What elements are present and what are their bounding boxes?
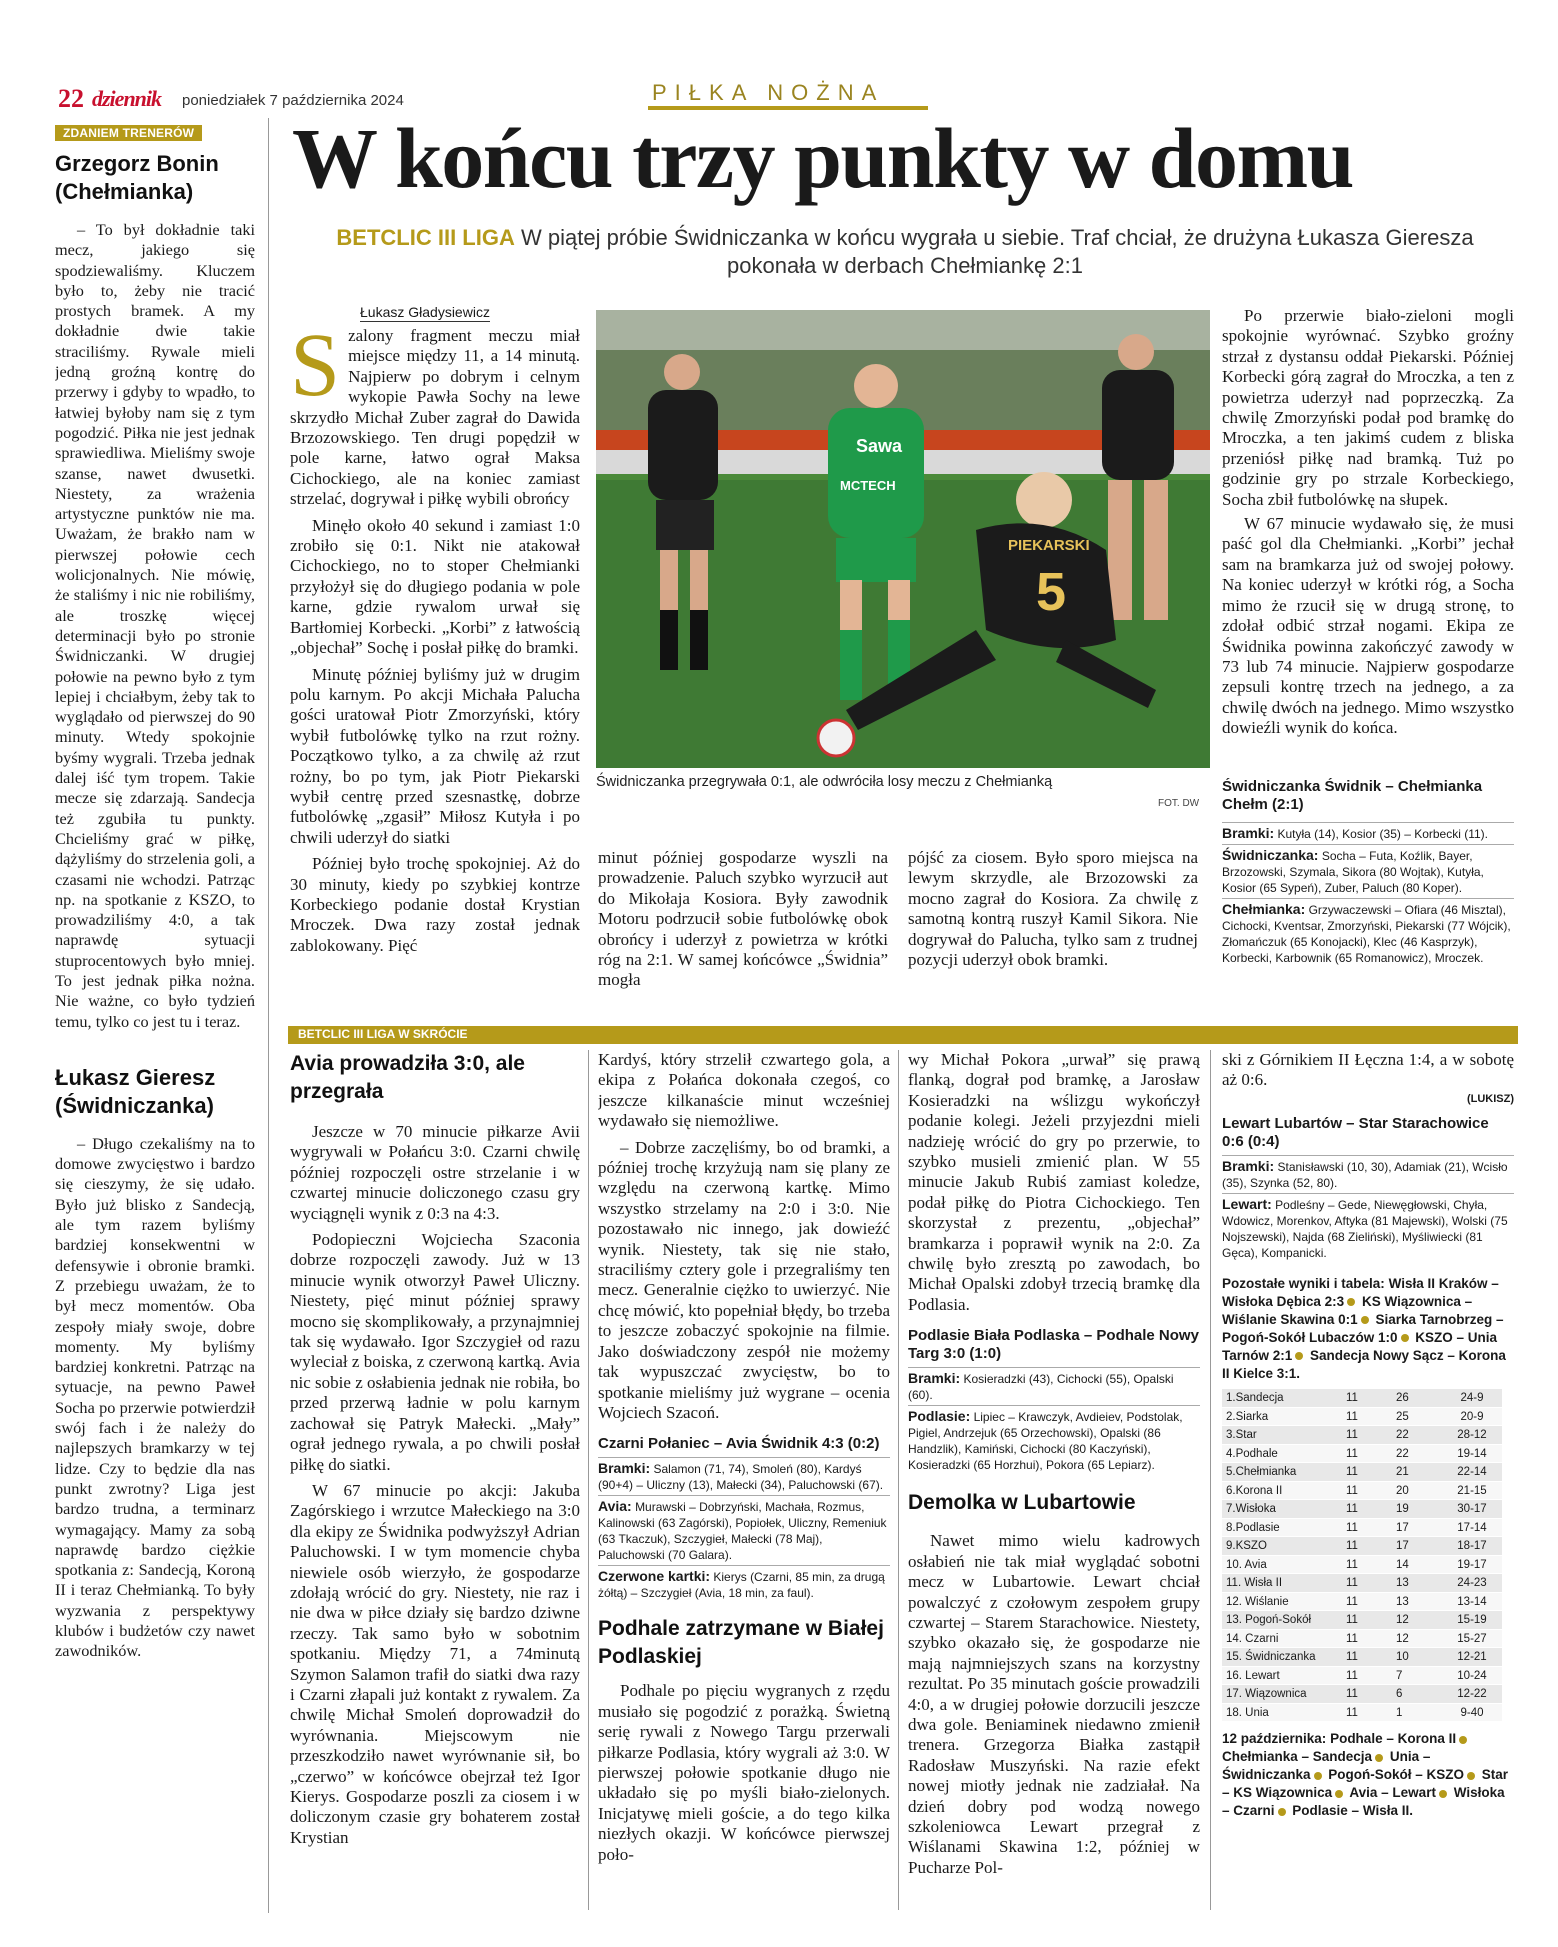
avia-p3: W 67 minucie po akcji: Jakuba Zagórskiego i wrzutce Małeckiego na 3:0 dla ekipy ze Świdnika podwyższył Adrian Paluchowski. I w tym momencie chyba niewiele osób wierzyło, że gospodarze zdołają wrócić do gry. Niestety, nie raz i nie dwa w piłce działy się bardzo dziwne rzeczy. Tak samo było w sobotnim spotkaniu. Między 71, a 74minutą Szymon Salamon trafił do siatki dwa razy i Czarni złapali już kontakt z rywalem. Za chwilę Michał Smoleń doprowadził do wyrównania. Miejscowym nie przeszkodziło nawet wyrównanie sił, bo „czerwo” w końcówce obejrzał też Igor Kierys. Gospodarze poszli za ciosem i w doliczonym czasie gry bohaterem został Krystian xyxy=(290,1480,580,1847)
separator-dot xyxy=(1439,1790,1447,1798)
skrocie-col-2 xyxy=(598,1050,890,1910)
fixture-item: Star – KS Wiązownica xyxy=(1222,1767,1509,1801)
table-cell-points: 26 xyxy=(1392,1389,1442,1408)
table-row xyxy=(1222,1444,1502,1463)
fixture-item: Pogoń-Sokół – KSZO xyxy=(1324,1767,1465,1783)
table-cell-played: 11 xyxy=(1342,1555,1392,1574)
table-cell-goals: 15-19 xyxy=(1442,1611,1502,1630)
photo-sponsor1: Sawa xyxy=(856,436,903,456)
table-cell-points: 14 xyxy=(1392,1555,1442,1574)
table-row xyxy=(1222,1629,1502,1648)
table-cell-played: 11 xyxy=(1342,1629,1392,1648)
table-cell-team: 7.Wisłoka xyxy=(1222,1500,1342,1519)
skrocie-label: BETCLIC III LIGA W SKRÓCIE xyxy=(298,1027,468,1041)
table-row xyxy=(1222,1685,1502,1704)
skrocie-col-1 xyxy=(290,1050,580,1910)
table-cell-team: 4.Podhale xyxy=(1222,1444,1342,1463)
main-right-p2: W 67 minucie wydawało się, że musi paść gol dla Chełmianki. „Korbi” jechał sam na bramkarza już od swojej połowy. Na koniec uderzył w krótki róg, a Socha mimo że rzucił się w drugą stronę, to zdołał odbić strzał nogami. Ekipa ze Świdnika powinna zakończyć zawody w 73 lub 74 minucie. Najpierw gospodarze zepsuli kontrę trzech na jednego, a za chwilę dwóch na jednego. Mimo wszystko dowieźli wynik do końca. xyxy=(1222,514,1514,738)
skrocie-bar xyxy=(288,1026,1518,1044)
podlasie-box xyxy=(908,1327,1200,1473)
separator-dot xyxy=(1335,1790,1343,1798)
match-box-goals-text: Kutyła (14), Kosior (35) – Korbecki (11). xyxy=(1277,827,1489,841)
lead xyxy=(300,224,1510,280)
table-cell-team: 13. Pogoń-Sokół xyxy=(1222,1611,1342,1630)
table-row xyxy=(1222,1500,1502,1519)
lubartow-article-title: Demolka w Lubartowie xyxy=(908,1491,1136,1515)
table-cell-points: 13 xyxy=(1392,1592,1442,1611)
table-row xyxy=(1222,1426,1502,1445)
avia-box-team xyxy=(598,1495,890,1563)
table-cell-points: 7 xyxy=(1392,1666,1442,1685)
table-cell-points: 12 xyxy=(1392,1629,1442,1648)
table-cell-points: 13 xyxy=(1392,1574,1442,1593)
avia-p2: Podopieczni Wojciecha Szaconia dobrze rozpoczęli zawody. Już w 13 minucie wynik otworzył Paweł Uliczny. Niestety, pięć minut później sprawy mocno się skomplikowały, a przynajmniej tak się wydawało. Igor Szczygieł od razu wyleciał z boiska, z czerwoną kartką. Avia nic sobie z osłabienia jednak nie robiła, bo przed przerwą ładnie w polu karnym zachował się Patryk Małecki. „Mały” ograł jednego rywala, a po chwili posłał piłkę do siatki. xyxy=(290,1230,580,1474)
brand-logo: dziennik xyxy=(92,86,162,111)
result-item: Sandecja Nowy Sącz – Korona II Kielce 3:1. xyxy=(1222,1347,1506,1381)
avia-p1: Jeszcze w 70 minucie piłkarze Avii wygrywali w Połańcu 3:0. Czarni chwilę później rozpoczęli ostre strzelanie i w czwartej minucie doliczonego czasu gry wyciągnęli wynik z 0:3 na 4:3. xyxy=(290,1122,580,1223)
separator-dot xyxy=(1375,1754,1383,1762)
table-cell-team: 15. Świdniczanka xyxy=(1222,1648,1342,1667)
table-cell-played: 11 xyxy=(1342,1574,1392,1593)
table-cell-goals: 19-14 xyxy=(1442,1444,1502,1463)
match-box-goals-label: Bramki: xyxy=(1222,825,1275,841)
table-cell-played: 11 xyxy=(1342,1481,1392,1500)
avia-box-goals-text: Salamon (71, 74), Smoleń (80), Kardyś (90+4) – Uliczny (13), Małecki (34), Paluchowski (67). xyxy=(598,1462,884,1493)
table-row xyxy=(1222,1574,1502,1593)
table-row xyxy=(1222,1463,1502,1482)
fixtures xyxy=(1222,1730,1514,1820)
table-cell-points: 25 xyxy=(1392,1407,1442,1426)
table-cell-goals: 10-24 xyxy=(1442,1666,1502,1685)
table-cell-played: 11 xyxy=(1342,1518,1392,1537)
match-box-away xyxy=(1222,898,1514,966)
table-cell-goals: 9-40 xyxy=(1442,1703,1502,1722)
table-row xyxy=(1222,1703,1502,1722)
fixture-item: Podhale – Korona II xyxy=(1330,1731,1457,1747)
podlasie-box-team-label: Podlasie: xyxy=(908,1408,971,1425)
coaches-column xyxy=(55,150,255,1910)
separator-dot xyxy=(1278,1808,1286,1816)
lewart-box xyxy=(1222,1115,1514,1261)
table-cell-goals: 28-12 xyxy=(1442,1426,1502,1445)
match-box-home-text: Socha – Futa, Koźlik, Bayer, Brzozowski, Szymala, Sikora (80 Wojtak), Kutyła, Kosior (65 Sypeń), Zuber, Paluch (80 Koper). xyxy=(1222,849,1484,895)
table-cell-team: 17. Wiązownica xyxy=(1222,1685,1342,1704)
lewart-box-goals-text: Stanisławski (10, 30), Adamiak (21), Wcisło (35), Szynka (52, 80). xyxy=(1222,1159,1508,1190)
table-cell-goals: 21-15 xyxy=(1442,1481,1502,1500)
lubartow-p1: Nawet mimo wielu kadrowych osłabień nie tak miał wyglądać sobotni mecz w Lubartowie. Lewart chciał powalczyć z czołowym zespołem grupy czwartej – Starem Starachowice. Niestety, szybko okazało się, że gospodarze nie mają najmniejszych szans na korzystny rezultat. Po 35 minutach goście prowadzili 4:0, a w drugiej połowie dorzucili jeszcze dwa gole. Beniaminek niedawno zmienił trenera. Grzegorza Białka zastąpił Radosław Muszyński. Na razie efekt nowej miotły jednak nie zadziałał. Na dzień dobry pod wodzą nowego szkoleniowca Lewart przegrał z Wiślanami Skawina 1:2, później w Pucharze Pol- xyxy=(908,1531,1200,1877)
podlasie-box-goals-text: Kosieradzki (43), Cichocki (55), Opalski (60). xyxy=(908,1372,1174,1403)
separator-dot xyxy=(1295,1352,1303,1360)
avia-box-title: Czarni Połaniec – Avia Świdnik 4:3 (0:2) xyxy=(598,1435,880,1453)
table-cell-points: 17 xyxy=(1392,1537,1442,1556)
coach2-name: Łukasz Gieresz xyxy=(55,1064,216,1090)
table-cell-played: 11 xyxy=(1342,1426,1392,1445)
table-cell-team: 5.Chełmianka xyxy=(1222,1463,1342,1482)
match-photo-image xyxy=(596,310,1210,768)
lewart-box-goals xyxy=(1222,1155,1514,1191)
page-number: 22 xyxy=(58,84,84,113)
coaches-label xyxy=(55,122,202,141)
separator-dot xyxy=(1467,1772,1475,1780)
match-box-goals xyxy=(1222,822,1514,842)
skrocie-divider-3 xyxy=(1210,1050,1211,1910)
table-cell-team: 9.KSZO xyxy=(1222,1537,1342,1556)
main-col2-text: minut później gospodarze wyszli na prowadzenie. Paluch szybko wyrzucił aut do Mikołaja Kosiora. Były zawodnik Motoru podrzucił sobie futbolówkę obok obrońcy i uderzył z powietrza w krótki róg na 2:1. W samej końcówce „Świdnia” mogła xyxy=(598,848,888,990)
avia-box-team-label: Avia: xyxy=(598,1498,632,1515)
separator-dot xyxy=(1361,1316,1369,1324)
table-cell-played: 11 xyxy=(1342,1407,1392,1426)
separator-dot xyxy=(1459,1736,1467,1744)
table-cell-team: 3.Star xyxy=(1222,1426,1342,1445)
separator-dot xyxy=(1401,1334,1409,1342)
table-cell-played: 11 xyxy=(1342,1648,1392,1667)
match-box xyxy=(1222,778,1514,992)
table-row xyxy=(1222,1537,1502,1556)
fixture-item: Wisłoka – Czarni xyxy=(1222,1785,1505,1819)
table-cell-points: 19 xyxy=(1392,1500,1442,1519)
podhale-c3-p1: wy Michał Pokora „urwał” się prawą flanką, dograł pod bramkę, a Jarosław Kosieradzki na wślizgu wykończył podanie kolegi. Jeżeli przyjezdni mieli nadzieję wrócić do gry po przerwie, to szybko musieli zmienić plan. W 55 minucie Jakub Rubiś zamiast koledze, podał piłkę do Piotra Cichockiego. Ten skorzystał z prezentu, „objechał” bramkarza i poprawił wynik na 2:0. Za chwilę było zresztą po zawodach, bo Michał Opalski zdobył trzecią bramkę dla Podlasia. xyxy=(908,1050,1200,1314)
photo-credit: FOT. DW xyxy=(1158,798,1200,809)
main-col1-p1: zalony fragment meczu miał miejsce między 11, a 14 minutą. Najpierw po dobrym i celnym wykopie Pawła Sochy na lewe skrzydło Michał Zuber zagrał do Dawida Brzozowskiego. Ten drugi popędził w pole karne, łatwo ograł Maksa Cichockiego, ale na koniec zamiast strzelać, dogrywał i piłkę wybili obrońcy xyxy=(290,326,580,509)
main-col1-p4: Później było trochę spokojniej. Aż do 30 minuty, kiedy po szybkiej kontrze Korbeckiego podanie dostał Krystian Mroczek. Dwa razy został jednak zablokowany. Pięć xyxy=(290,854,580,955)
table-cell-team: 18. Unia xyxy=(1222,1703,1342,1722)
separator-dot xyxy=(1347,1298,1355,1306)
match-box-away-text: Grzywaczewski – Ofiara (46 Misztal), Cichocki, Kventsar, Zmorzyński, Piekarski (77 Wójcik), Złomańczuk (65 Konojacki), Klec (46 Kasprzyk), Korbecki, Karbownik (65 Romanowicz), Mroczek. xyxy=(1222,903,1511,965)
table-cell-goals: 15-27 xyxy=(1442,1629,1502,1648)
main-col-2 xyxy=(598,848,888,1028)
coach1-quote: – To był dokładnie taki mecz, jakiego się spodziewaliśmy. Kluczem było to, żeby nie tracić prostych bramek. A my dokładnie dwie takie straciliśmy. Rywale mieli jedną groźną kontrę do przerwy i gdyby to wpadło, to łatwiej byłoby nam się z tym pogodzić. Piłka nie jest jednak sprawiedliwa. Mieliśmy swoje szanse, nawet dwusetki. Niestety, za wrażenia artystyczne punktów nie ma. Uważam, że brakło nam w pierwszej połowie cech wolicjonalnych. Nie mówię, że staliśmy i nic nie robiliśmy, ale troszkę więcej determinacji było po stronie Świdniczanki. W drugiej połowie na pewno było z tym lepiej i chciałbym, żeby tak to wyglądało od pierwszej do 90 minuty. Wtedy spokojnie byśmy wygrali. Trzeba jednak dalej iść tym tropem. Takie mecze się zdarzają. Sandecja też zgubiła tu punkty. Chcieliśmy grać w piłkę, dążyliśmy do strzelenia goli, a czasami nie wchodzi. Patrząc np. na spotkanie z KSZO, to prowadziliśmy 4:0, a tak naprawdę sytuacji stuprocentowych było mniej. To jest jednak piłka nożna. Nie ważne, co było tydzień temu, tylko co jest tu i teraz. xyxy=(55,220,255,1031)
table-cell-team: 2.Siarka xyxy=(1222,1407,1342,1426)
podlasie-box-title: Podlasie Biała Podlaska – Podhale Nowy Targ 3:0 (1:0) xyxy=(908,1327,1199,1363)
lewart-box-goals-label: Bramki: xyxy=(1222,1157,1275,1174)
table-cell-goals: 12-22 xyxy=(1442,1685,1502,1704)
table-row xyxy=(1222,1481,1502,1500)
other-results xyxy=(1222,1275,1514,1383)
lewart-box-team-label: Lewart: xyxy=(1222,1195,1272,1212)
fixture-item: Podlasie – Wisła II. xyxy=(1288,1803,1413,1819)
podlasie-box-team xyxy=(908,1405,1200,1473)
skrocie-col-3 xyxy=(908,1050,1200,1910)
lewart-box-team xyxy=(1222,1193,1514,1261)
skrocie-divider-1 xyxy=(588,1050,589,1910)
main-col1-p2: Minęło około 40 sekund i zamiast 1:0 zrobiło się 0:1. Nikt nie atakował Cichockiego, no to stoper Chełmianki przyłożył się do długiego podania w pole karne, gdzie rywalom urwał się Bartłomiej Korbecki. „Korbi” z łatwością „objechał” Sochę i posłał piłkę do bramki. xyxy=(290,515,580,658)
result-item: Wisła II Kraków – Wisłoka Dębica 2:3 xyxy=(1222,1275,1499,1309)
table-cell-goals: 19-17 xyxy=(1442,1555,1502,1574)
match-box-away-label: Chełmianka: xyxy=(1222,901,1306,917)
avia-box-goals-label: Bramki: xyxy=(598,1460,651,1477)
table-cell-team: 1.Sandecja xyxy=(1222,1389,1342,1408)
fixtures-label: 12 października: xyxy=(1222,1731,1327,1747)
match-photo xyxy=(596,310,1210,768)
table-cell-goals: 17-14 xyxy=(1442,1518,1502,1537)
table-row xyxy=(1222,1648,1502,1667)
main-col1-p3: Minutę później byliśmy już w drugim polu karnym. Po akcji Michała Palucha gości uratował Piotr Zmorzyński, który wybił futbolówkę tylko na rzut rożny. Początkowo tylko, a za chwilę aż rzut rożny, bo po tym, jak Piotr Piekarski wybił centrę przed szesnastkę, dobrze futbolówkę „zgasił” Miłosz Kutyła i po chwili uderzył do siatki xyxy=(290,664,580,847)
section-title: PIŁKA NOŻNA xyxy=(652,80,885,105)
coach2-quote: – Długo czekaliśmy na to domowe zwycięstwo i bardzo się cieszymy, że się udało. Było już blisko z Sandecją, ale tym razem byliśmy bardziej konsekwentni w defensywie i obronie bramki. Z przebiegu uważam, że to był mecz momentów. Oba zespoły miały swoje, dobre momenty. My byliśmy bardziej konkretni. Patrząc na sytuacje, na pewno Paweł Socha po przerwie potwierdził swój fach i że należy do najlepszych bramkarzy w tej lidze. Czy to będzie dla nas punkt zwrotny? Liga jest bardzo trudna, a terminarz wymagający. Mamy za sobą naprawdę bardzo ciężkie spotkania z: Sandecją, Koroną II i teraz Chełmianką. To były wyzwania z perspektywy klubów i budżetów czy nawet zawodników. xyxy=(55,1133,255,1661)
table-cell-played: 11 xyxy=(1342,1666,1392,1685)
issue-date: poniedziałek 7 października 2024 xyxy=(182,92,404,109)
separator-dot xyxy=(1314,1772,1322,1780)
lewart-box-title: Lewart Lubartów – Star Starachowice 0:6 (0:4) xyxy=(1222,1114,1489,1150)
table-cell-team: 6.Korona II xyxy=(1222,1481,1342,1500)
fixture-item: Avia – Lewart xyxy=(1346,1785,1436,1801)
table-cell-points: 21 xyxy=(1392,1463,1442,1482)
author-byline: Łukasz Gładysiewicz xyxy=(360,304,490,320)
lead-label: BETCLIC III LIGA xyxy=(336,225,515,250)
match-box-home-label: Świdniczanka: xyxy=(1222,847,1319,863)
results-list xyxy=(1222,1276,1506,1381)
main-col-3 xyxy=(908,848,1198,1028)
table-cell-goals: 30-17 xyxy=(1442,1500,1502,1519)
table-cell-points: 10 xyxy=(1392,1648,1442,1667)
table-cell-points: 6 xyxy=(1392,1685,1442,1704)
league-table xyxy=(1222,1389,1502,1723)
table-cell-team: 8.Podlasie xyxy=(1222,1518,1342,1537)
table-cell-played: 11 xyxy=(1342,1703,1392,1722)
headline: W końcu trzy punkty w domu xyxy=(292,110,1353,206)
table-cell-points: 20 xyxy=(1392,1481,1442,1500)
table-cell-goals: 24-9 xyxy=(1442,1389,1502,1408)
table-cell-team: 14. Czarni xyxy=(1222,1629,1342,1648)
avia-box-red xyxy=(598,1565,890,1601)
table-row xyxy=(1222,1518,1502,1537)
coach2-team: (Świdniczanka) xyxy=(55,1092,214,1118)
table-cell-played: 11 xyxy=(1342,1389,1392,1408)
table-cell-played: 11 xyxy=(1342,1537,1392,1556)
table-row xyxy=(1222,1555,1502,1574)
table-cell-played: 11 xyxy=(1342,1592,1392,1611)
table-cell-played: 11 xyxy=(1342,1500,1392,1519)
avia-box-red-label: Czerwone kartki: xyxy=(598,1568,711,1585)
table-cell-goals: 13-14 xyxy=(1442,1592,1502,1611)
table-cell-points: 1 xyxy=(1392,1703,1442,1722)
podlasie-box-team-text: Lipiec – Krawczyk, Avdieiev, Podstolak, Pigiel, Andrzejuk (65 Orzechowski), Opalski (86 Handzlik), Kamiński, Cichocki (80 Kaczyński), Kosieradzki (65 Horzhui), Pokora (65 Lepiarz). xyxy=(908,1410,1183,1473)
avia-c2-p1: Kardyś, który strzelił czwartego gola, a ekipa z Połańca dokonała czegoś, co jeszcze kilkanaście minut wcześniej wydawało się niemożliwe. xyxy=(598,1050,890,1131)
table-cell-points: 22 xyxy=(1392,1426,1442,1445)
table-cell-played: 11 xyxy=(1342,1611,1392,1630)
coach1-team: (Chełmianka) xyxy=(55,179,194,204)
table-cell-goals: 22-14 xyxy=(1442,1463,1502,1482)
table-cell-played: 11 xyxy=(1342,1685,1392,1704)
podhale-p1: Podhale po pięciu wygranych z rzędu musiało się pogodzić z porażką. Świetną serię rywali z Nowego Targu przerwali piłkarze Podlasia, który wygrali aż 3:0. W pierwszej połowie spotkanie długo nie układało się po myśli biało-zielonych. Inicjatywę mieli goście, a do tego kilka niezłych okazji. W końcówce pierwszej poło- xyxy=(598,1681,890,1864)
table-row xyxy=(1222,1666,1502,1685)
avia-box-goals xyxy=(598,1457,890,1493)
left-column-divider xyxy=(268,118,269,1913)
table-cell-played: 11 xyxy=(1342,1463,1392,1482)
table-cell-points: 22 xyxy=(1392,1444,1442,1463)
table-cell-points: 12 xyxy=(1392,1611,1442,1630)
table-cell-team: 11. Wisła II xyxy=(1222,1574,1342,1593)
podhale-article-title: Podhale zatrzymane w Białej Podlaskiej xyxy=(598,1617,884,1669)
avia-box-red-text: Kierys (Czarni, 85 min, za drugą żółtą) – Szczygieł (Avia, 18 min, za faul). xyxy=(598,1570,885,1601)
table-cell-goals: 18-17 xyxy=(1442,1537,1502,1556)
result-item: Siarka Tarnobrzeg – Pogoń-Sokół Lubaczów 1:0 xyxy=(1222,1311,1504,1345)
avia-article-title: Avia prowadziła 3:0, ale przegrała xyxy=(290,1052,525,1103)
table-row xyxy=(1222,1389,1502,1408)
table-row xyxy=(1222,1611,1502,1630)
table-cell-team: 10. Avia xyxy=(1222,1555,1342,1574)
avia-c2-p2: – Dobrze zaczęliśmy, bo od bramki, a później trochę krzyżują nam się plany ze względu na czerwoną kartkę. Mimo wszystko strzelamy na 2:0 i 3:0. Nie pozostawało nic innego, jak dowieźć wynik. Niestety, tak się nie stało, straciliśmy cztery gole i przegraliśmy ten mecz. Generalnie ciężko to uwierzyć. Nie chcę mówić, kto popełniał błędy, bo trzeba to jeszcze zobaczyć spokojnie na filmie. Jako doświadczony zespół nie możemy tak wypuszczać zwycięstw, bo to spotkanie mieliśmy już wygrane – ocenia Wojciech Szacoń. xyxy=(598,1137,890,1422)
main-col3-text: pójść za ciosem. Było sporo miejsca na lewym skrzydle, ale Brzozowski za mocno zagrał do Kosiora. Za chwilę z samotną kontrą ruszył Kamil Sikora. Nie dogrywał do Palucha, tylko sam z trudnej pozycji uderzył obok bramki. xyxy=(908,848,1198,970)
avia-box-team-text: Murawski – Dobrzyński, Machała, Rozmus, Kalinowski (63 Zagórski), Popiołek, Uliczny, Remeniuk (63 Tkaczuk), Szczygieł, Małecki (78 Maj), Paluchowski (70 Galara). xyxy=(598,1500,887,1563)
podlasie-box-goals xyxy=(908,1367,1200,1403)
result-item: KSZO – Unia Tarnów 2:1 xyxy=(1222,1329,1498,1363)
table-cell-team: 16. Lewart xyxy=(1222,1666,1342,1685)
fixture-item: Unia – Świdniczanka xyxy=(1222,1749,1431,1783)
match-box-title: Świdniczanka Świdnik – Chełmianka Chełm (2:1) xyxy=(1222,778,1483,813)
podlasie-box-goals-label: Bramki: xyxy=(908,1370,961,1387)
coach1-name: Grzegorz Bonin xyxy=(55,151,219,176)
avia-box xyxy=(598,1435,890,1601)
photo-caption: Świdniczanka przegrywała 0:1, ale odwróciła losy meczu z Chełmianką xyxy=(596,774,1053,790)
table-row xyxy=(1222,1592,1502,1611)
match-box-home xyxy=(1222,844,1514,896)
photo-player-name: PIEKARSKI xyxy=(1008,537,1090,554)
signature: (LUKISZ) xyxy=(1466,1092,1514,1105)
table-cell-played: 11 xyxy=(1342,1444,1392,1463)
coaches-label-text: ZDANIEM TRENERÓW xyxy=(55,125,202,141)
table-cell-goals: 12-21 xyxy=(1442,1648,1502,1667)
lubartow-c4-p1: ski z Górnikiem II Łęczna 1:4, a w sobotę aż 0:6. xyxy=(1222,1050,1514,1090)
main-right-col xyxy=(1222,306,1514,786)
table-cell-goals: 20-9 xyxy=(1442,1407,1502,1426)
lead-text: W piątej próbie Świdniczanka w końcu wygrała u siebie. Traf chciał, że drużyna Łukasza Gieresza pokonała w derbach Chełmiankę 2:1 xyxy=(521,225,1474,278)
dropcap: S xyxy=(290,326,341,415)
table-cell-team: 12. Wiślanie xyxy=(1222,1592,1342,1611)
skrocie-col-4 xyxy=(1222,1050,1514,1910)
photo-player-number: 5 xyxy=(1036,562,1067,622)
main-col-1 xyxy=(290,326,580,1026)
result-item: KS Wiązownica – Wiślanie Skawina 0:1 xyxy=(1222,1293,1473,1327)
table-cell-points: 17 xyxy=(1392,1518,1442,1537)
fixture-item: Chełmianka – Sandecja xyxy=(1222,1749,1373,1765)
table-cell-goals: 24-23 xyxy=(1442,1574,1502,1593)
skrocie-divider-2 xyxy=(898,1050,899,1910)
table-row xyxy=(1222,1407,1502,1426)
other-results-label: Pozostałe wyniki i tabela: xyxy=(1222,1275,1385,1291)
main-right-p1: Po przerwie biało-zieloni mogli spokojnie wyrównać. Szybko groźny strzał z dystansu oddał Piekarski. Później Korbecki górą zagrał do Mroczka, a ten z powietrza uderzył nad poprzeczką. Za chwilę Zmorzyński podał pod bramkę do Mroczka, a ten jakimś cudem z bliska przeniósł piłkę nad bramką. Tuż po godzinie gry po strzale Korbeckiego, Socha zbił futbolówkę na słupek. xyxy=(1222,306,1514,509)
photo-sponsor2: MCTECH xyxy=(840,478,896,493)
lewart-box-team-text: Podleśny – Gede, Niewęgłowski, Chyła, Wdowicz, Morenkov, Aftyka (81 Majewski), Wolski (75 Nojszewski), Najda (68 Zieliński), Myśliwiecki (81 Gęca), Kompanicki. xyxy=(1222,1197,1508,1260)
